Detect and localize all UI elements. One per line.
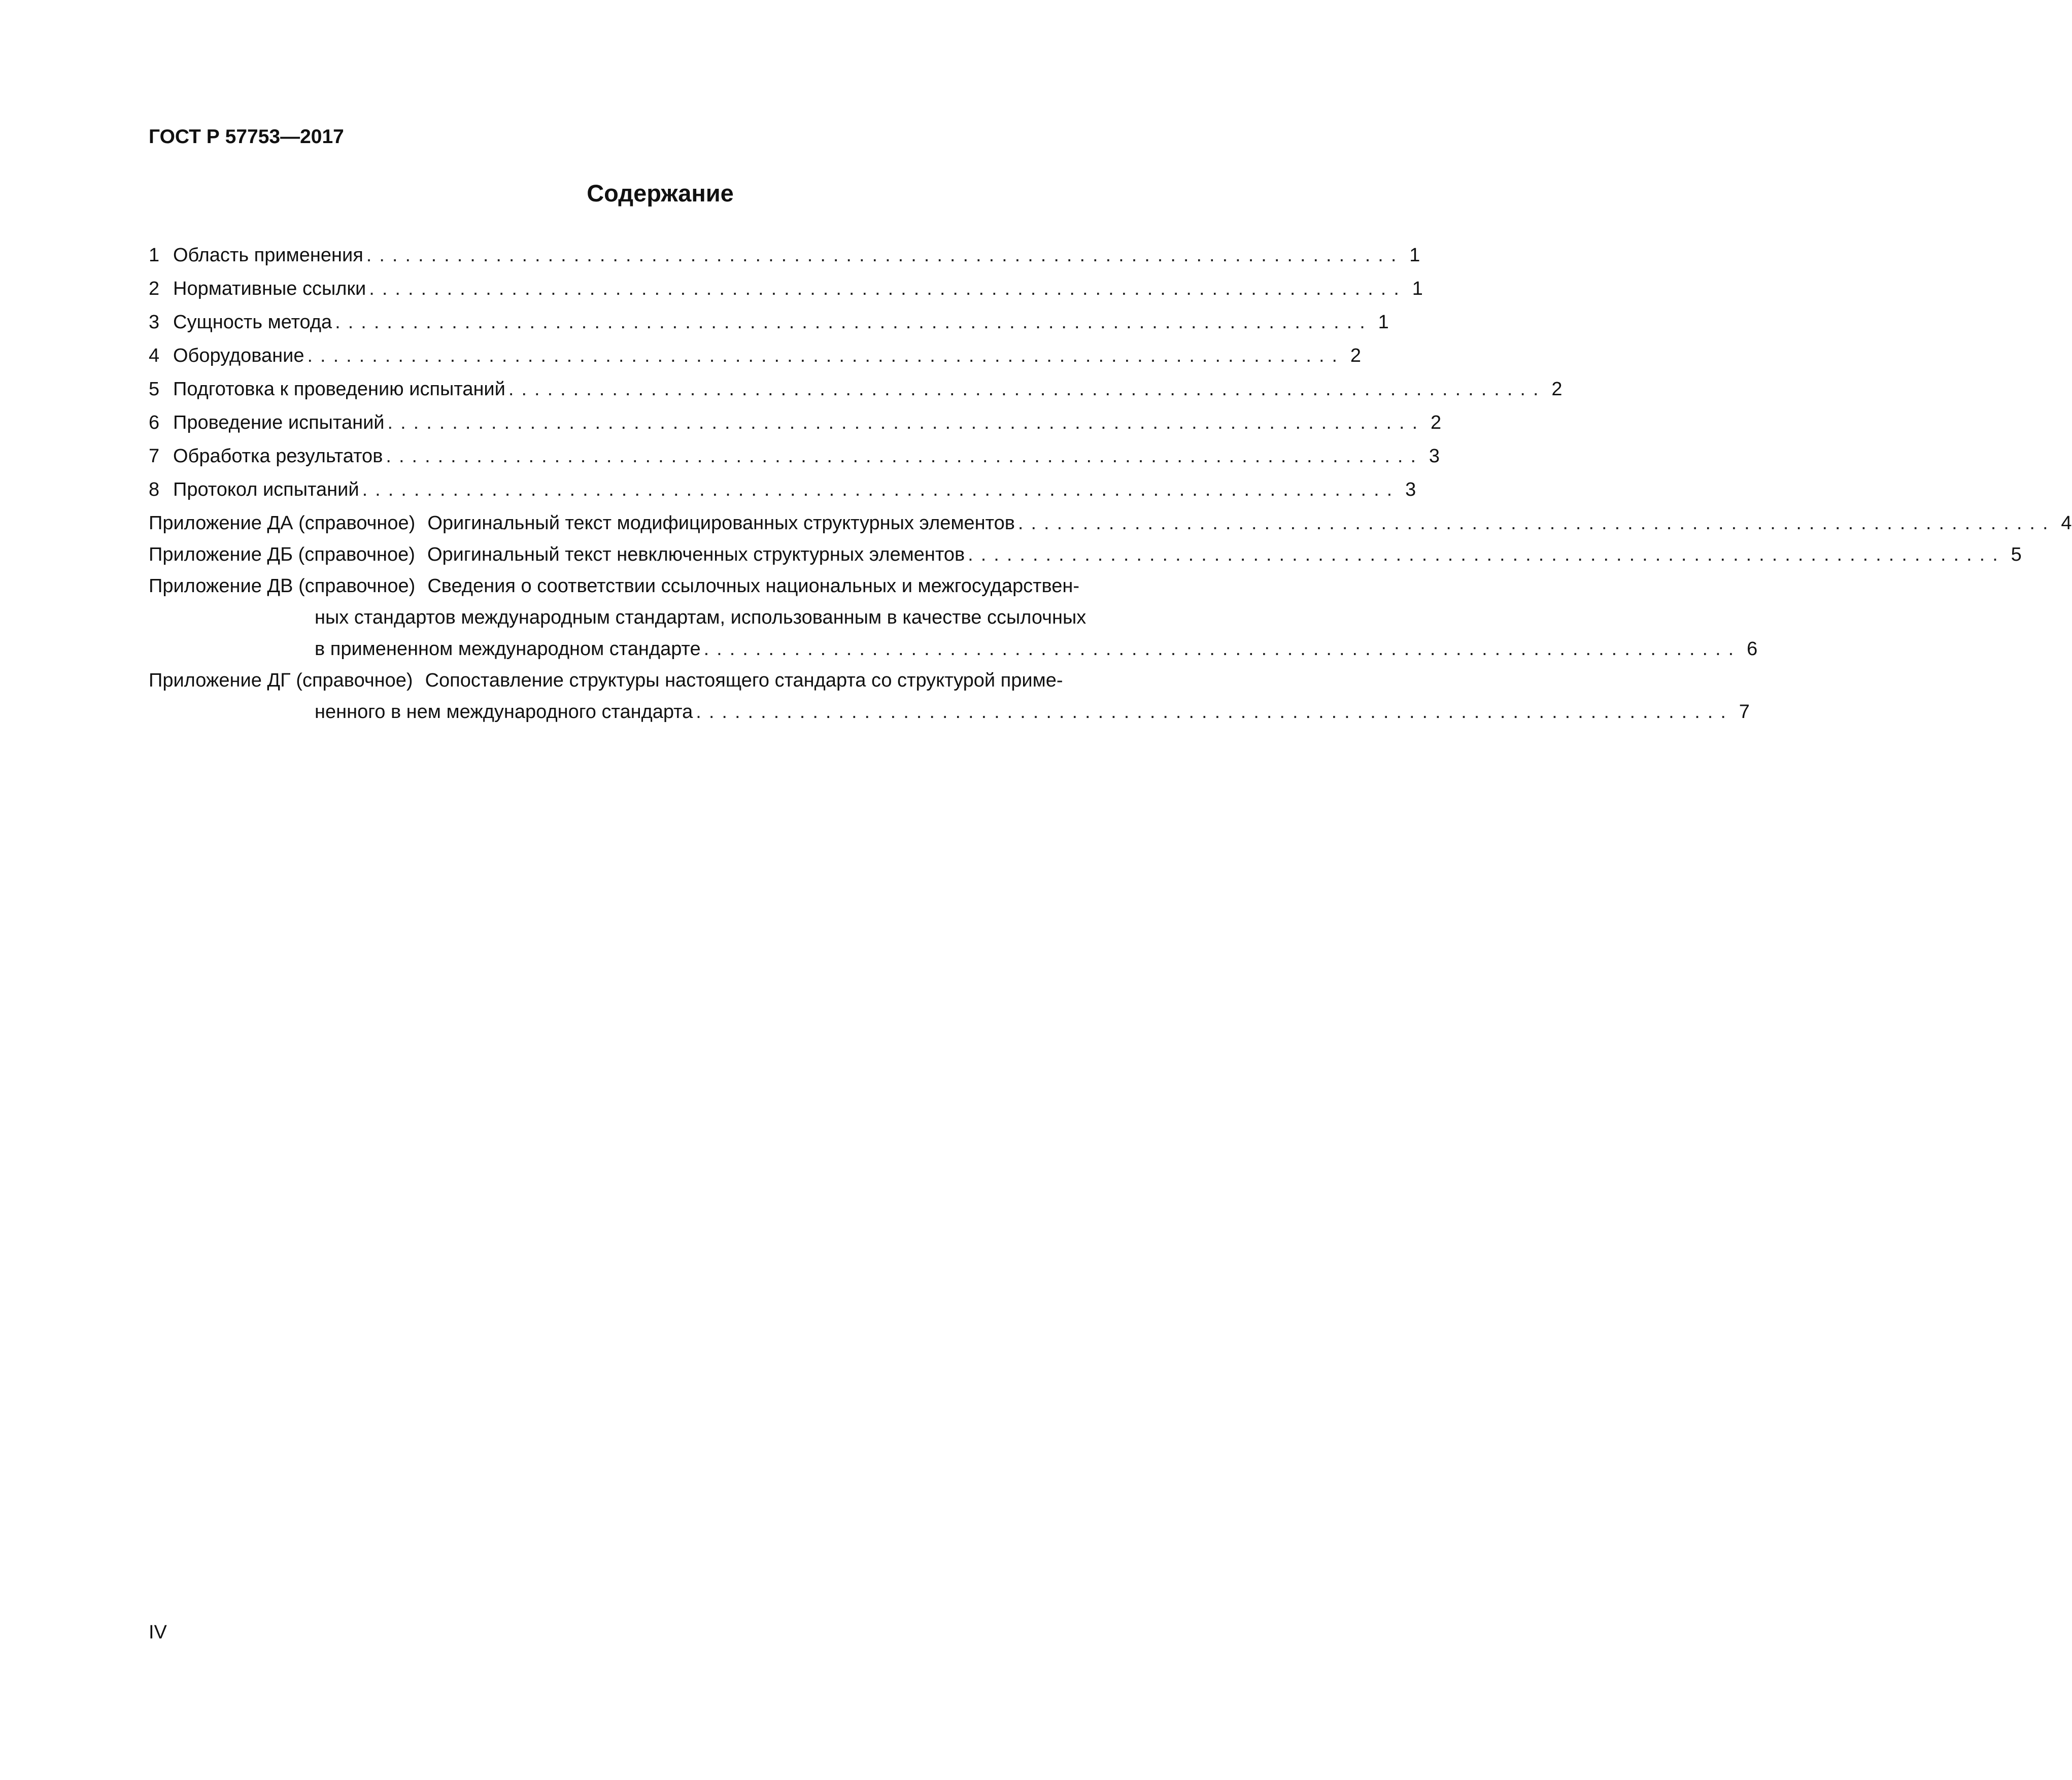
toc-annex-line [149,569,1170,601]
toc-annex-continuation [149,695,1750,727]
toc-entry-page: 2 [1551,379,1563,400]
toc-leader-dots: ................................................................................ [508,379,1546,400]
toc-entry-page: 2 [1350,345,1362,366]
toc-annex-continuation [149,632,1758,664]
toc-annex-entry[interactable] [149,538,2022,569]
toc-annex-prefix: Приложение ДГ (справочное) [149,670,413,691]
toc-entry-label: Подготовка к проведению испытаний [173,379,505,400]
toc-entry[interactable] [149,339,1362,372]
toc-annex-page: 5 [2011,544,2022,565]
toc-leader-dots: ................................................................................ [1017,512,2056,534]
toc-annex-title: в примененном международном стандарте [315,638,701,660]
page-number: IV [149,1622,167,1643]
toc-entry-page: 1 [1409,245,1420,266]
toc-entry-number: 1 [149,245,160,266]
toc-leader-dots: ................................................................................ [387,412,1425,433]
toc-annex-title: Оригинальный текст модифицированных структурных элементов [427,512,1015,534]
toc-entry-number: 7 [149,446,160,467]
toc-entry-label: Оборудование [173,345,304,366]
toc-annex-line [149,506,2072,538]
toc-annex-title: Оригинальный текст невключенных структурных элементов [427,544,965,565]
toc-entry-number: 3 [149,312,160,333]
toc-annex-title: Сопоставление структуры настоящего стандарта со структурой приме- [425,670,1063,691]
toc-entry-number: 5 [149,379,160,400]
toc-annex-title: Сведения о соответствии ссылочных национальных и межгосударствен- [427,575,1080,597]
toc-leader-dots: ................................................................................ [369,278,1407,299]
toc-leader-dots: ................................................................................ [335,312,1373,333]
toc-entry-page: 1 [1378,312,1389,333]
toc-annex-title: ненного в нем международного стандарта [315,701,693,723]
toc-entry[interactable] [149,406,1442,439]
toc-annex-page: 7 [1739,701,1750,723]
table-of-contents [149,238,2072,727]
toc-annex-entry[interactable] [149,506,2072,538]
toc-entry[interactable] [149,272,1423,305]
toc-entry[interactable] [149,238,1420,272]
toc-entry-label: Обработка результатов [173,446,383,467]
toc-leader-dots: ................................................................................ [696,701,1734,723]
toc-entry-page: 2 [1430,412,1442,433]
toc-annex-prefix: Приложение ДА (справочное) [149,512,416,534]
toc-annex-line [149,664,1170,695]
toc-annex-entry[interactable] [149,664,1750,727]
toc-entry-label: Сущность метода [173,312,332,333]
toc-entry-number: 8 [149,479,160,500]
toc-title: Содержание [587,180,734,207]
toc-sections [149,238,1563,506]
toc-entry-number: 4 [149,345,160,366]
toc-leader-dots: ................................................................................ [386,446,1423,467]
toc-entry-number: 6 [149,412,160,433]
toc-entry[interactable] [149,473,1416,506]
toc-entry-label: Нормативные ссылки [173,278,366,299]
toc-annex-prefix: Приложение ДБ (справочное) [149,544,415,565]
toc-entry-page: 3 [1429,446,1440,467]
toc-annex-title: ных стандартов международным стандартам, использованным в качестве ссылочных [315,607,1086,628]
toc-annex-page: 4 [2061,512,2072,534]
toc-entry-label: Проведение испытаний [173,412,385,433]
toc-annex-line [149,538,2022,569]
toc-entry-page: 1 [1412,278,1423,299]
toc-annex-prefix: Приложение ДВ (справочное) [149,575,416,597]
document-code: ГОСТ Р 57753—2017 [149,126,344,148]
toc-entry[interactable] [149,372,1563,406]
toc-leader-dots: ................................................................................ [968,544,2006,565]
toc-leader-dots: ................................................................................ [362,479,1400,500]
toc-annex-entry[interactable] [149,569,1758,664]
toc-annex-page: 6 [1747,638,1758,660]
toc-entry-page: 3 [1405,479,1416,500]
toc-annexes [149,506,2072,727]
toc-leader-dots: ................................................................................ [703,638,1742,660]
toc-leader-dots: ................................................................................ [366,245,1404,266]
toc-leader-dots: ................................................................................ [307,345,1345,366]
toc-entry-label: Протокол испытаний [173,479,359,500]
toc-entry[interactable] [149,305,1389,339]
toc-entry-number: 2 [149,278,160,299]
toc-entry-label: Область применения [173,245,363,266]
toc-entry[interactable] [149,439,1440,473]
toc-annex-continuation [149,601,1170,632]
